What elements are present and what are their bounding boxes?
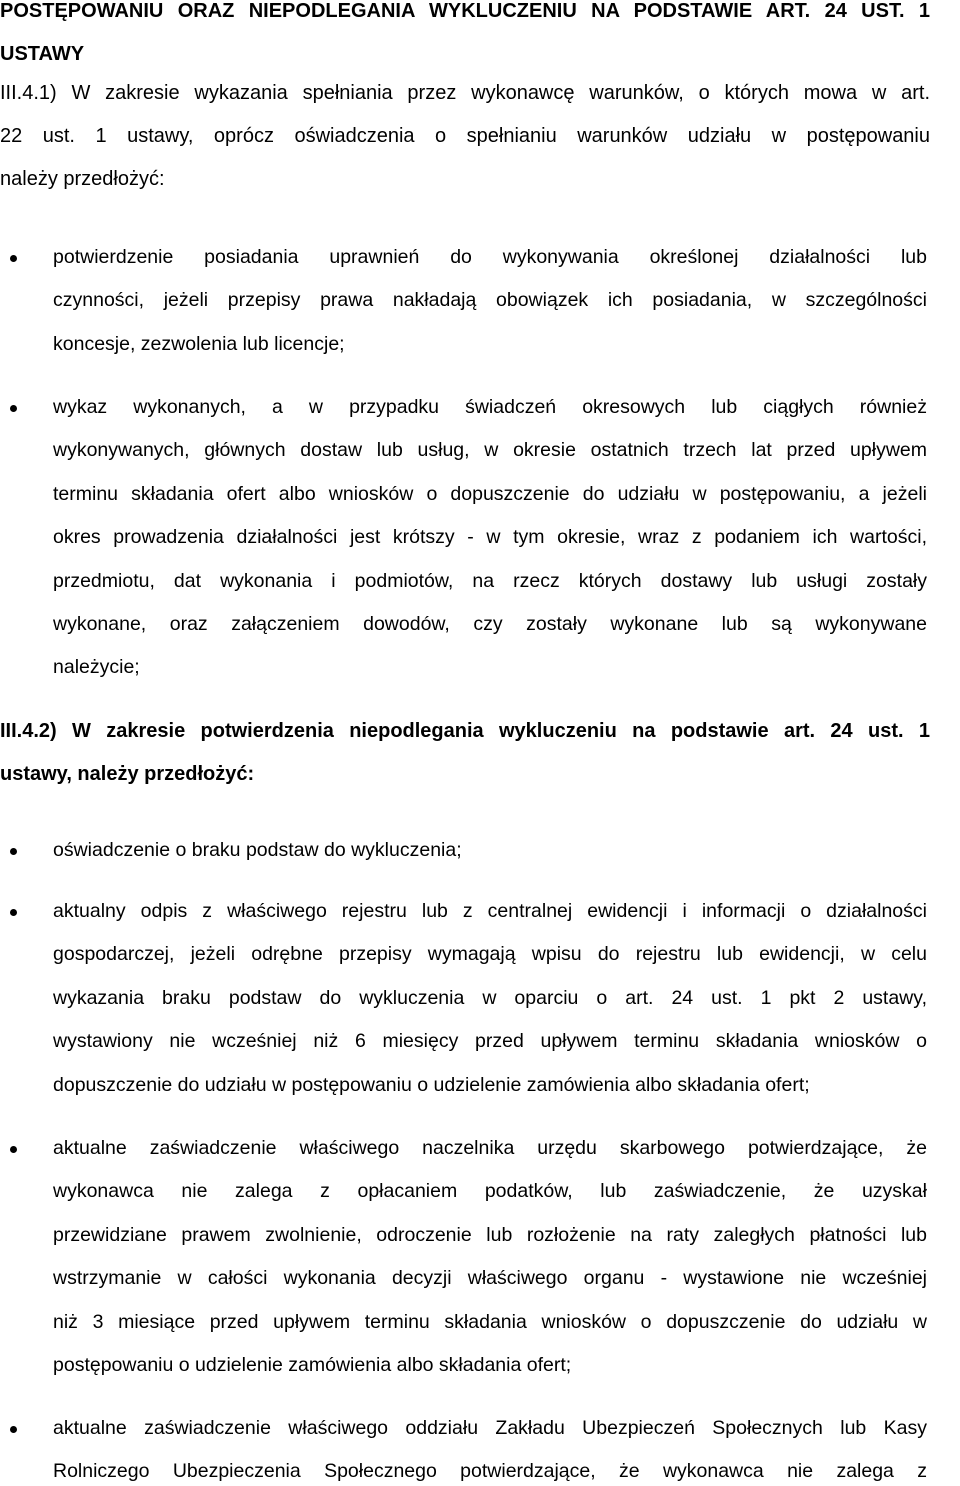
list-item-line: terminu składania ofert albo wniosków o dopuszczenie do udziału w postępowaniu, a jeżeli — [53, 482, 927, 505]
list-item-line: należycie; — [53, 656, 140, 679]
section-2-heading-line: ustawy, należy przedłożyć: — [0, 763, 255, 785]
list-item-line: okres prowadzenia działalności jest krótszy - w tym okresie, wraz z podaniem ich wartości, — [53, 526, 927, 549]
list-item-line: potwierdzenie posiadania uprawnień do wykonywania określonej działalności lub — [53, 246, 927, 268]
bullet-icon — [10, 848, 17, 855]
bullet-icon — [10, 1426, 17, 1433]
list-item-line: wykonywanych, głównych dostaw lub usług, w okresie ostatnich trzech lat przed upływem — [53, 439, 927, 462]
list-item-line: dopuszczenie do udziału w postępowaniu o udzielenie zamówienia albo składania ofert; — [53, 1073, 810, 1096]
list-item-line: aktualne zaświadczenie właściwego oddziału Zakładu Ubezpieczeń Społecznych lub Kasy — [53, 1417, 927, 1439]
list-item-line: wykonane, oraz załączeniem dowodów, czy zostały wykonane lub są wykonywane — [53, 613, 927, 636]
section-title-line: USTAWY — [0, 43, 85, 65]
bullet-icon — [10, 1146, 17, 1153]
bullet-icon — [10, 255, 17, 262]
list-item-line: aktualne zaświadczenie właściwego naczelnika urzędu skarbowego potwierdzające, że — [53, 1137, 927, 1159]
list-item-line: oświadczenie o braku podstaw do wykluczenia; — [53, 839, 462, 861]
list-item-line: wykazania braku podstaw do wykluczenia w oparciu o art. 24 ust. 1 pkt 2 ustawy, — [53, 986, 927, 1009]
list-item-line: Rolniczego Ubezpieczenia Społecznego potwierdzające, że wykonawca nie zalega z — [53, 1460, 927, 1483]
section-title-line: POSTĘPOWANIU ORAZ NIEPODLEGANIA WYKLUCZENIU NA PODSTAWIE ART. 24 UST. 1 — [0, 0, 930, 22]
list-item-line: niż 3 miesiące przed upływem terminu składania wniosków o dopuszczenie do udziału w — [53, 1310, 927, 1333]
list-item-line: czynności, jeżeli przepisy prawa nakładają obowiązek ich posiadania, w szczególności — [53, 289, 927, 312]
list-item-line: wystawiony nie wcześniej niż 6 miesięcy przed upływem terminu składania wniosków o — [53, 1030, 927, 1053]
section-2-heading-line: III.4.2) W zakresie potwierdzenia niepodlegania wykluczeniu na podstawie art. 24 ust. 1 — [0, 720, 930, 742]
list-item-line: koncesje, zezwolenia lub licencje; — [53, 332, 345, 355]
section-1-intro — [0, 72, 930, 201]
list-item-line: gospodarczej, jeżeli odrębne przepisy wymagają wpisu do rejestru lub ewidencji, w celu — [53, 943, 927, 966]
list-item-text — [53, 829, 927, 872]
section-1-intro-line: III.4.1) W zakresie wykazania spełniania przez wykonawcę warunków, o których mowa w art. — [0, 82, 930, 104]
section-title — [0, 0, 930, 76]
section-1-intro-line: 22 ust. 1 ustawy, oprócz oświadczenia o spełnianiu warunków udziału w postępowaniu — [0, 125, 930, 147]
list-item-line: wykonawca nie zalega z opłacaniem podatków, lub zaświadczenie, że uzyskał — [53, 1180, 927, 1203]
list-item-text — [53, 890, 927, 1107]
list-item-text — [53, 386, 927, 690]
list-item-line: przewidziane prawem zwolnienie, odroczenie lub rozłożenie na raty zaległych płatności lub — [53, 1223, 927, 1246]
section-2-heading — [0, 710, 930, 796]
list-item-line: przedmiotu, dat wykonania i podmiotów, na rzecz których dostawy lub usługi zostały — [53, 569, 927, 592]
list-item-text — [53, 1127, 927, 1387]
list-item-line: postępowaniu o udzielenie zamówienia albo składania ofert; — [53, 1354, 572, 1377]
bullet-icon — [10, 909, 17, 916]
section-1-intro-line: należy przedłożyć: — [0, 168, 165, 190]
list-item-text — [53, 1407, 927, 1486]
bullet-icon — [10, 405, 17, 412]
list-item-line: aktualny odpis z właściwego rejestru lub z centralnej ewidencji i informacji o działalności — [53, 900, 927, 922]
list-item-line: wstrzymanie w całości wykonania decyzji właściwego organu - wystawione nie wcześniej — [53, 1267, 927, 1290]
list-item-line: wykaz wykonanych, a w przypadku świadczeń okresowych lub ciągłych również — [53, 396, 927, 418]
list-item-text — [53, 236, 927, 366]
